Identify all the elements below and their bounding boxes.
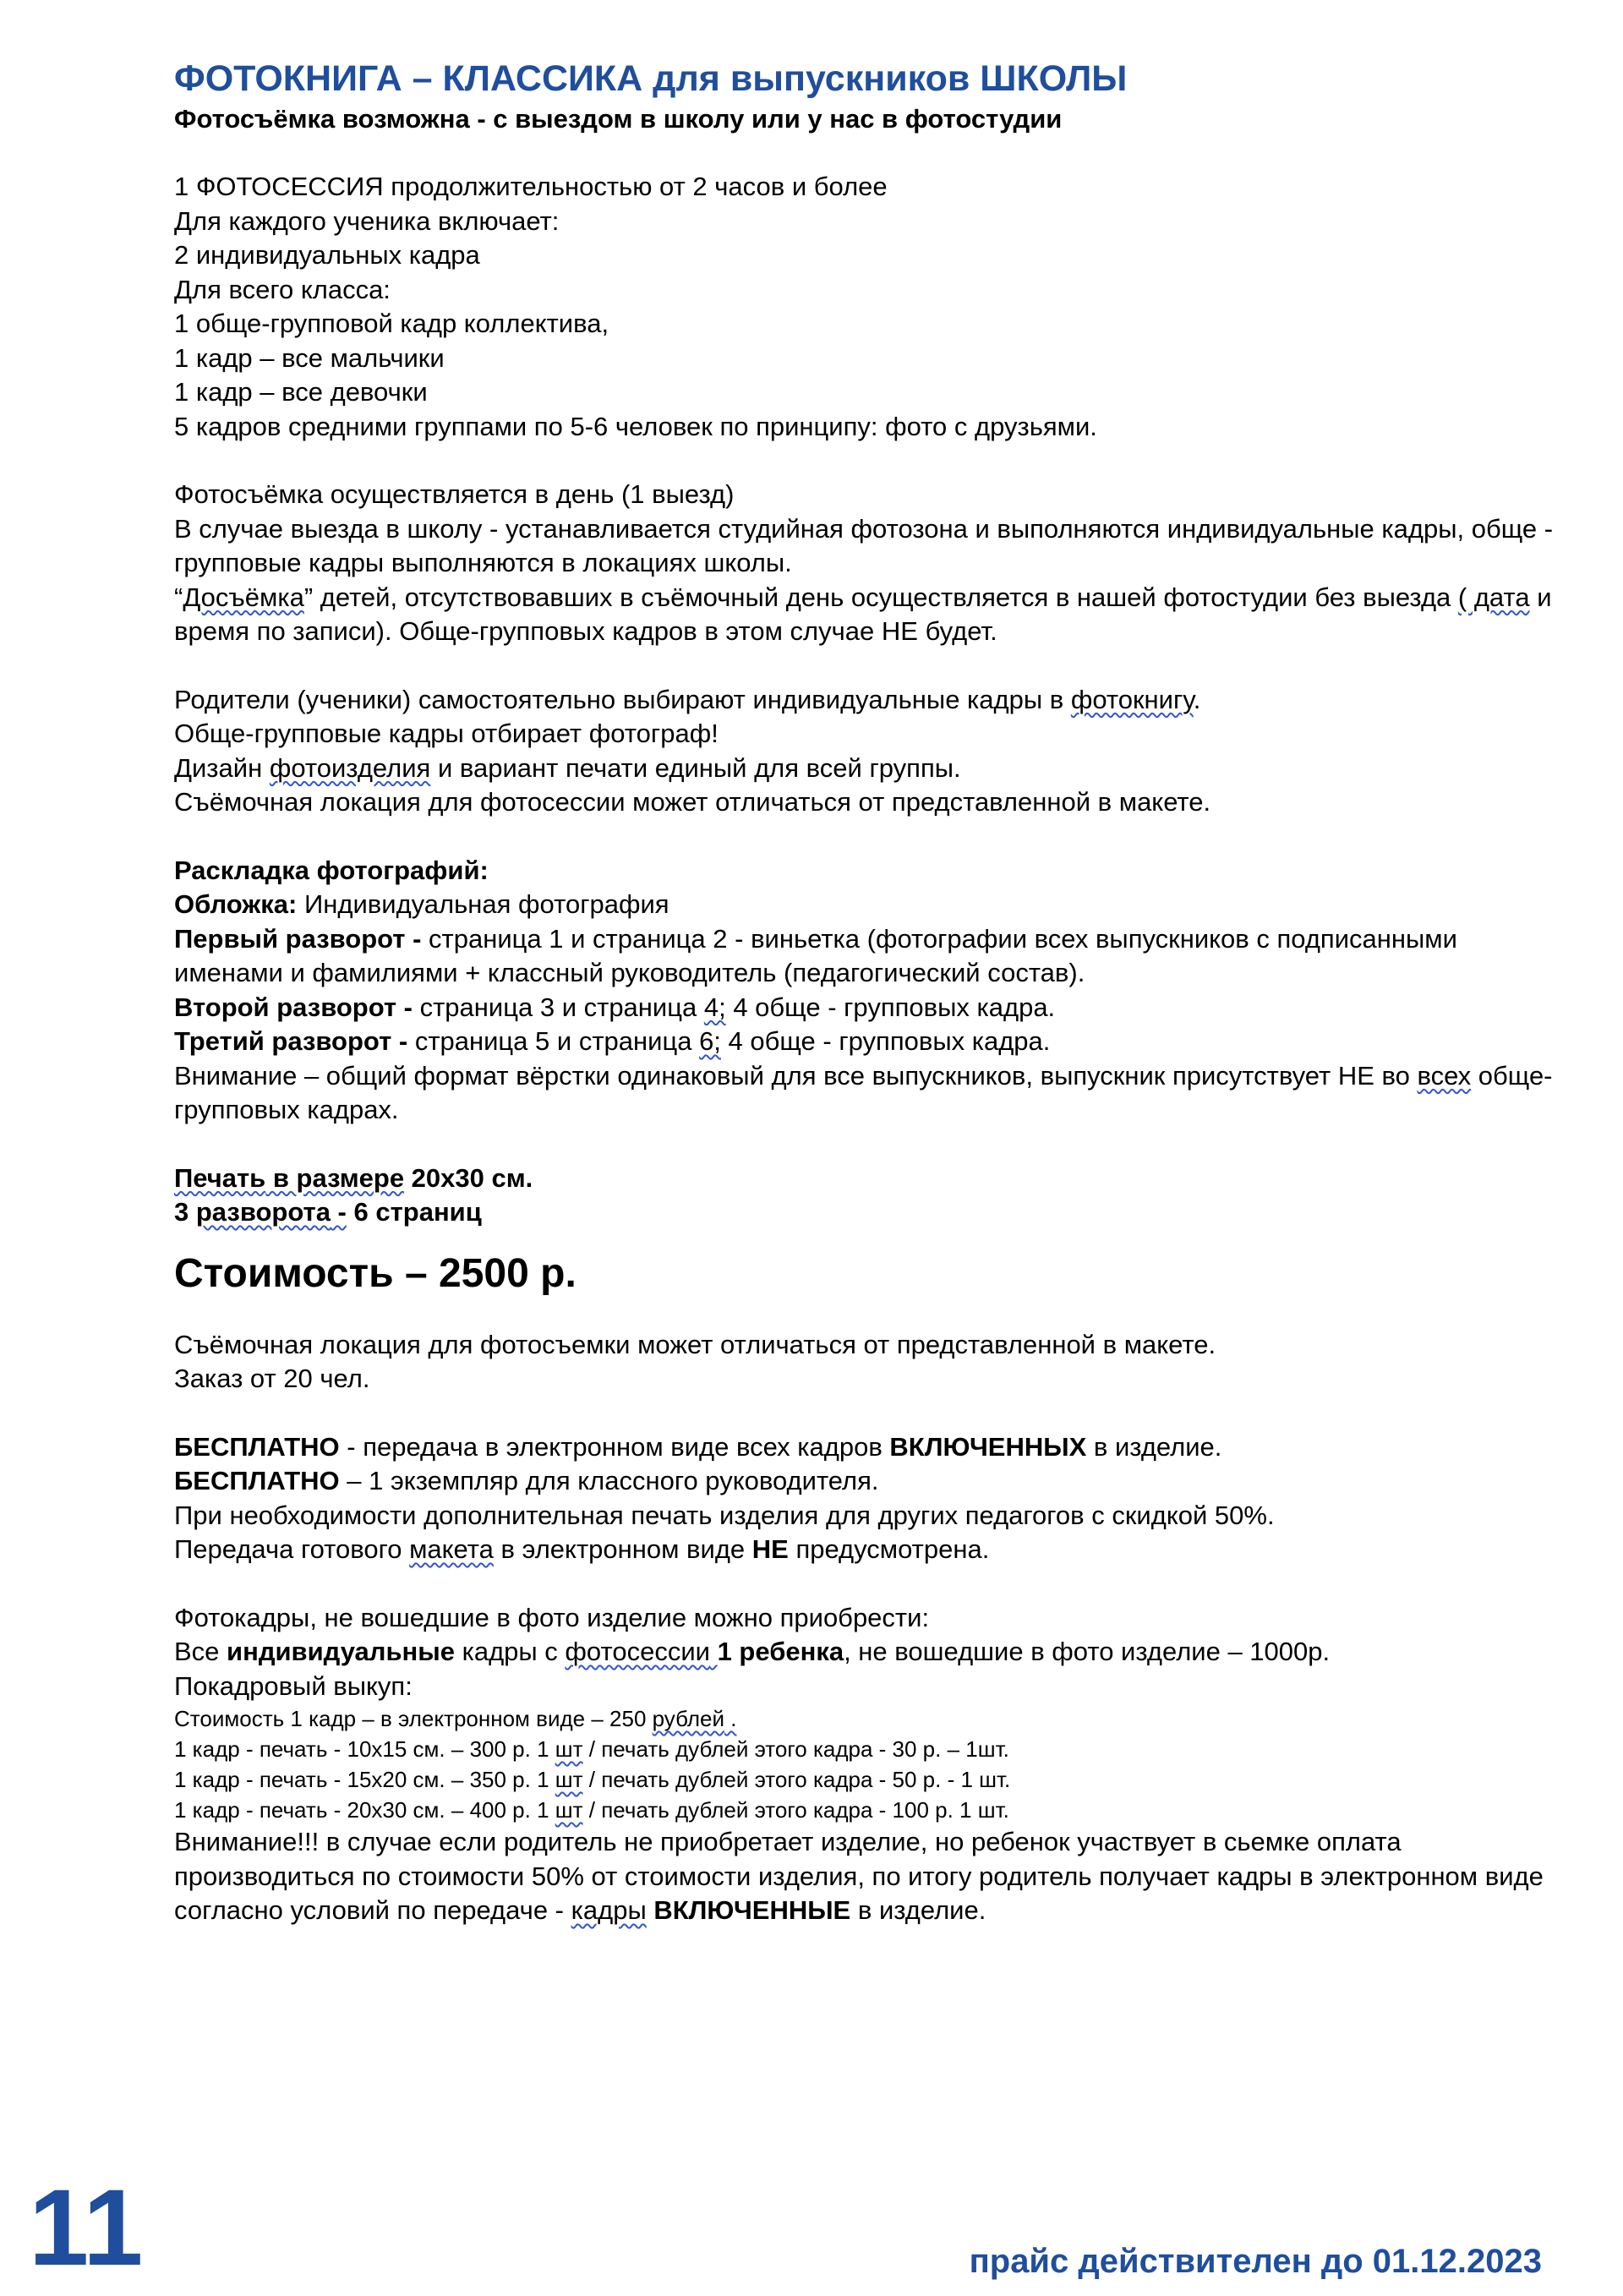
spacer [174,649,1560,683]
selection-line: Съёмочная локация для фотосессии может отличаться от представленной в макете. [174,787,1211,817]
text-fragment: Передача готового [174,1534,410,1564]
selection-line: Обще-групповые кадры отбирает фотограф! [174,719,719,748]
shooting-block [174,478,1560,649]
spellcheck-word: кадры [571,1895,647,1925]
free-line: При необходимости дополнительная печать изделия для других педагогов с скидкой 50%. [174,1500,1275,1530]
text-fragment: . [1193,684,1201,714]
terms-line: Заказ от 20 чел. [174,1364,370,1393]
price-validity-footer: прайс действителен до 01.12.2023 [969,2243,1542,2280]
extra-warning [174,1825,1560,1928]
spellcheck-word: ( дата [1457,582,1530,612]
session-line: 2 индивидуальных кадра [174,240,480,270]
spellcheck-word: фотокнигу [1070,684,1194,714]
extra-line [174,1635,1560,1670]
spellcheck-word: всех [1417,1060,1472,1091]
text-fragment: , не вошедшие в фото изделие – 1000р. [844,1637,1331,1666]
spacer [174,820,1560,854]
spellcheck-word: . [724,1706,737,1731]
spellcheck-word: 4; [703,992,726,1022]
text-fragment: Все [174,1637,227,1666]
text-fragment: предусмотрена. [788,1534,990,1564]
session-line: Для каждого ученика включает: [174,205,560,236]
text-fragment: ВКЛЮЧЕННЫЕ [653,1895,851,1925]
print-size-line [174,1162,1560,1196]
first-spread-label: Первый разворот - [174,923,422,954]
selection-block [174,683,1560,820]
print-block [174,1162,1560,1230]
text-fragment: ” детей, отсутствовавших в съёмочный день осуществляется в нашей фотостудии без выезда [303,582,1458,612]
price-item [174,1703,1560,1734]
layout-note [174,1059,1560,1128]
spellcheck-word: - [330,1197,347,1227]
first-spread-line [174,922,1560,991]
text-fragment: БЕСПЛАТНО [174,1431,340,1462]
third-spread-label: Третий разворот - [174,1026,408,1056]
second-spread-label: Второй разворот - [174,992,413,1022]
free-line [174,1430,1560,1465]
session-line: 5 кадров средними группами по 5-6 человек по принципу: фото с друзьями. [174,411,1097,441]
spacer [174,1128,1560,1162]
spacer [174,444,1560,478]
cover-label: Обложка: [174,889,298,919]
text-fragment: 3 [174,1197,196,1227]
shooting-line: В случае выезда в школу - устанавливается студийная фотозона и выполняются индивидуальные кадры, обще - групповые кадры выполняются в локациях школы. [174,513,1554,577]
session-line: 1 ФОТОСЕССИЯ продолжительностью от 2 часов и более [174,172,888,201]
free-block [174,1430,1560,1567]
text-fragment: в изделие. [850,1895,986,1925]
layout-block [174,854,1560,1128]
extra-line: Фотокадры, не вошедшие в фото изделие можно приобрести: [174,1602,930,1632]
text-fragment: – 1 экземпляр для классного руководителя. [339,1466,879,1495]
cover-line [174,888,1560,922]
spellcheck-word: макета [409,1534,494,1564]
document-title: ФОТОКНИГА – КЛАССИКА для выпускников ШКОЛЫ [174,58,1128,99]
text-fragment: ВКЛЮЧЕННЫХ [889,1431,1087,1462]
text-fragment: 4 обще - групповых кадра. [720,1026,1051,1056]
text-fragment: Родители (ученики) самостоятельно выбирают индивидуальные кадры в [174,684,1071,714]
text-fragment: 1 ребенка [717,1637,844,1666]
terms-line: Съёмочная локация для фотосъемки может отличаться от представленной в макете. [174,1329,1216,1359]
spellcheck-word: разворота [195,1197,331,1227]
extra-block [174,1601,1560,1928]
spellcheck-word: шт [555,1736,583,1762]
text-fragment: 1 кадр - печать - 20х30 см. – 400 р. 1 [174,1797,555,1823]
shooting-line [174,581,1560,649]
shooting-line: Фотосъёмка осуществляется в день (1 выезд) [174,479,735,509]
spacer [174,1567,1560,1601]
text-fragment: 1 кадр - печать - 15х20 см. – 350 р. 1 [174,1767,555,1792]
cover-text: Индивидуальная фотография [297,889,669,919]
spacer [174,1397,1560,1430]
price-item [174,1795,1560,1825]
page-number: 11 [29,2168,144,2288]
text-fragment: 20х30 см. [404,1162,533,1193]
first-spread-text: страница 1 и страница 2 - виньетка (фотографии всех выпускников с подписанными именами и фамилиями + классный руководитель (педагогический состав). [174,923,1457,987]
spellcheck-word: в размере [265,1162,405,1193]
text-fragment: и время по записи). Обще-групповых кадров в этом случае НЕ будет. [174,582,1552,646]
text-fragment: страница 5 и страница [407,1026,700,1056]
session-block [174,170,1560,444]
text-fragment: 1 кадр - печать - 10х15 см. – 300 р. 1 [174,1736,555,1762]
text-fragment: / печать дублей этого кадра - 100 р. 1 шт. [582,1797,1009,1823]
layout-heading: Раскладка фотографий: [174,855,489,885]
second-spread-line [174,991,1560,1025]
price-heading: Стоимость – 2500 р. [174,1250,577,1296]
text-fragment: и вариант печати единый для всей группы. [430,752,961,783]
selection-line [174,683,1560,718]
text-fragment: БЕСПЛАТНО [174,1466,340,1495]
text-fragment: в электронном виде [493,1534,752,1564]
spellcheck-word [710,1637,718,1666]
spellcheck-word: шт [555,1797,583,1823]
session-line: 1 обще-групповой кадр коллектива, [174,309,609,338]
text-fragment: 6 страниц [346,1197,482,1227]
text-fragment: в изделие. [1086,1431,1222,1462]
text-fragment: Дизайн [174,752,270,783]
spellcheck-word: фотоизделия [269,752,431,783]
spellcheck-word: рублей [652,1706,724,1731]
terms-block [174,1328,1560,1397]
session-line: Для всего класса: [174,274,391,304]
text-fragment: “ [174,582,183,612]
text-fragment: - передача в электронном виде всех кадров [339,1431,890,1462]
text-fragment: / печать дублей этого кадра - 50 р. - 1 шт. [582,1767,1011,1792]
price-item [174,1734,1560,1764]
spellcheck-word: Печать [174,1162,266,1193]
text-fragment: 4 обще - групповых кадра. [725,992,1056,1022]
print-spreads-line [174,1195,1560,1230]
extra-line: Покадровый выкуп: [174,1670,413,1701]
text-fragment: страница 3 и страница [413,992,704,1022]
selection-line [174,752,1560,786]
spellcheck-word: Досъёмка [183,582,304,612]
text-fragment: Стоимость 1 кадр – в электронном виде – 250 [174,1706,653,1731]
free-line [174,1533,1560,1567]
document-content [174,56,1560,1928]
spacer [174,136,1560,170]
free-line [174,1464,1560,1499]
spellcheck-word: фотосессии [565,1637,710,1666]
spellcheck-word: 6; [699,1026,721,1056]
text-fragment: обще-групповых кадрах. [174,1060,1553,1124]
document-subtitle: Фотосъёмка возможна - с выездом в школу или у нас в фотостудии [174,104,1063,134]
price-item [174,1764,1560,1795]
text-fragment: Внимание – общий формат вёрстки одинаковый для все выпускников, выпускник присутствует НЕ во [174,1060,1418,1091]
text-fragment: НЕ [751,1534,789,1564]
text-fragment: Внимание!!! в случае если родитель не приобретает изделие, но ребенок участвует в сьемке оплата производиться по стоимости 50% от стоимости изделия, по итогу родитель получает кадры в электронном виде согласно условий по передаче - [174,1827,1544,1925]
text-fragment: кадры с [454,1637,566,1666]
text-fragment: индивидуальные [227,1637,455,1666]
text-fragment: / печать дублей этого кадра - 30 р. – 1шт. [582,1736,1009,1762]
session-line: 1 кадр – все девочки [174,377,428,407]
third-spread-line [174,1025,1560,1059]
spellcheck-word: шт [555,1767,583,1792]
session-line: 1 кадр – все мальчики [174,342,445,373]
